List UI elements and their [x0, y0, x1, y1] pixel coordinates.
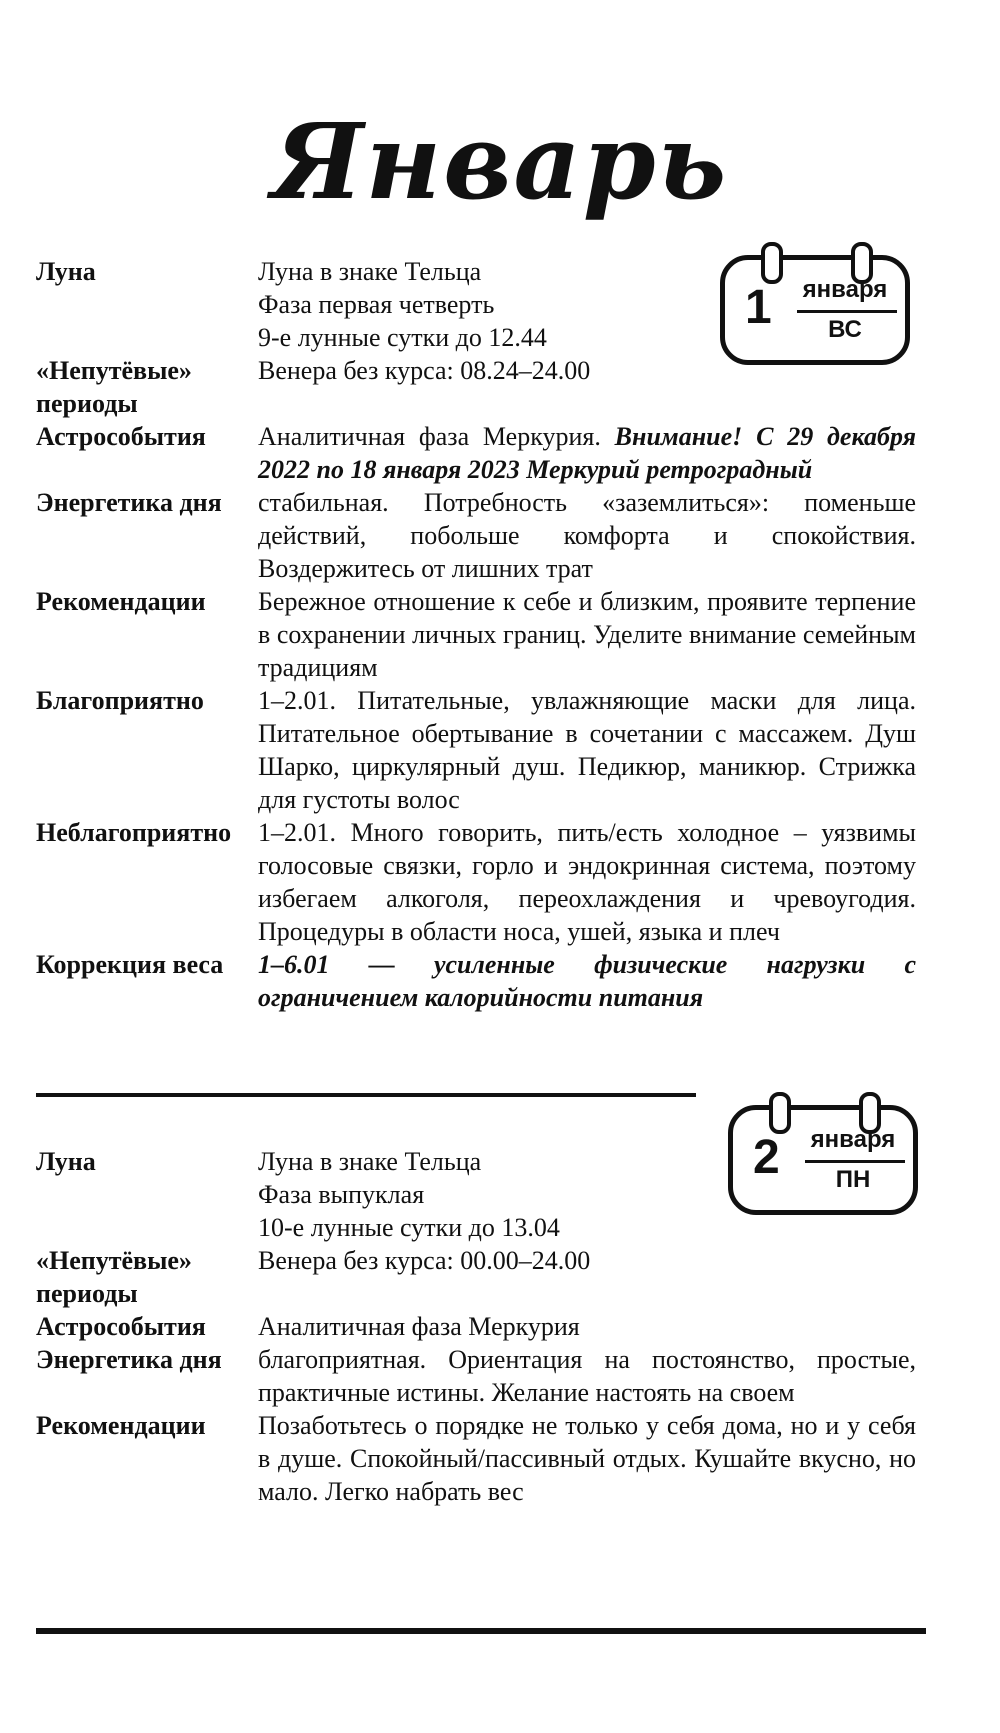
moon-phase: Фаза первая четверть — [258, 290, 495, 319]
label-void-line1: «Непутёвые» — [36, 1246, 192, 1275]
page-bottom-rule — [36, 1628, 926, 1634]
moon-phase: Фаза выпуклая — [258, 1180, 425, 1209]
label-day-energy: Энергетика дня — [36, 488, 222, 517]
value-moon — [258, 255, 916, 354]
value-moon — [258, 1145, 916, 1244]
label-void-line2: периоды — [36, 1279, 138, 1308]
label-astro-events: Астрособытия — [36, 422, 206, 451]
value-favorable: 1–2.01. Питательные, увлажняющие маски для лица. Питательное обертывание в сочетании с массажем. Душ Шарко, циркулярный душ. Педикюр, маникюр. Стрижка для густоты волос — [258, 686, 916, 814]
label-unfavorable: Неблагоприятно — [36, 818, 232, 847]
value-void-periods: Венера без курса: 08.24–24.00 — [258, 356, 591, 385]
day-1-details — [36, 255, 916, 1014]
month-title: Январь — [271, 100, 729, 223]
value-void-periods: Венера без курса: 00.00–24.00 — [258, 1246, 591, 1275]
value-day-energy: благоприятная. Ориентация на постоянство, простые, практичные истины. Желание настоять на своем — [258, 1345, 916, 1407]
day-2-details — [36, 1145, 916, 1508]
label-weight-correction: Коррекция веса — [36, 950, 224, 979]
value-weight-correction: 1–6.01 — усиленные физические нагрузки с ограничением калорийности питания — [258, 950, 916, 1012]
astro-events-text: Аналитичная фаза Меркурия. — [258, 422, 615, 451]
value-astro-events: Аналитичная фаза Меркурия — [258, 1312, 580, 1341]
label-astro-events: Астрособытия — [36, 1312, 206, 1341]
calendar-ring-icon — [769, 1092, 791, 1134]
calendar-weekday: ВС — [828, 316, 862, 343]
label-void-line1: «Непутёвые» — [36, 356, 192, 385]
calendar-weekday: ПН — [835, 1166, 871, 1193]
calendar-day-number: 1 — [745, 281, 772, 334]
value-day-energy: стабильная. Потребность «заземлиться»: поменьше действий, побольше комфорта и спокойствия. Воздержитесь от лишних трат — [258, 488, 916, 583]
moon-sign: Луна в знаке Тельца — [258, 257, 482, 286]
moon-sign: Луна в знаке Тельца — [258, 1147, 482, 1176]
lunar-day: 9-е лунные сутки до 12.44 — [258, 323, 547, 352]
value-recommendations: Позаботьтесь о порядке не только у себя дома, но и у себя в душе. Спокойный/пассивный отдых. Кушайте вкусно, но мало. Легко набрать вес — [258, 1411, 916, 1506]
label-void-line2: периоды — [36, 389, 138, 418]
label-void-periods — [36, 1244, 258, 1310]
calendar-day-number: 2 — [753, 1131, 780, 1184]
calendar-month: января — [810, 1126, 896, 1153]
label-favorable: Благоприятно — [36, 686, 204, 715]
value-unfavorable: 1–2.01. Много говорить, пить/есть холодное – уязвимы голосовые связки, горло и эндокринная система, поэтому избегаем алкоголя, переохлаждения и чревоугодия. Процедуры в области носа, ушей, языка и плеч — [258, 818, 916, 946]
label-moon: Луна — [36, 1147, 96, 1176]
lunar-day: 10-е лунные сутки до 13.04 — [258, 1213, 560, 1242]
value-recommendations: Бережное отношение к себе и близким, проявите терпение в сохранении личных границ. Уделите внимание семейным традициям — [258, 587, 916, 682]
label-recommendations: Рекомендации — [36, 1411, 206, 1440]
value-astro-events — [258, 420, 916, 486]
label-day-energy: Энергетика дня — [36, 1345, 222, 1374]
astro-events-warning: Внимание! С 29 декабря 2022 по 18 января 2023 Меркурий ретроградный — [258, 422, 917, 484]
section-divider — [36, 1093, 696, 1097]
calendar-month: января — [802, 276, 888, 303]
label-void-periods — [36, 354, 258, 420]
label-recommendations: Рекомендации — [36, 587, 206, 616]
label-moon: Луна — [36, 257, 96, 286]
